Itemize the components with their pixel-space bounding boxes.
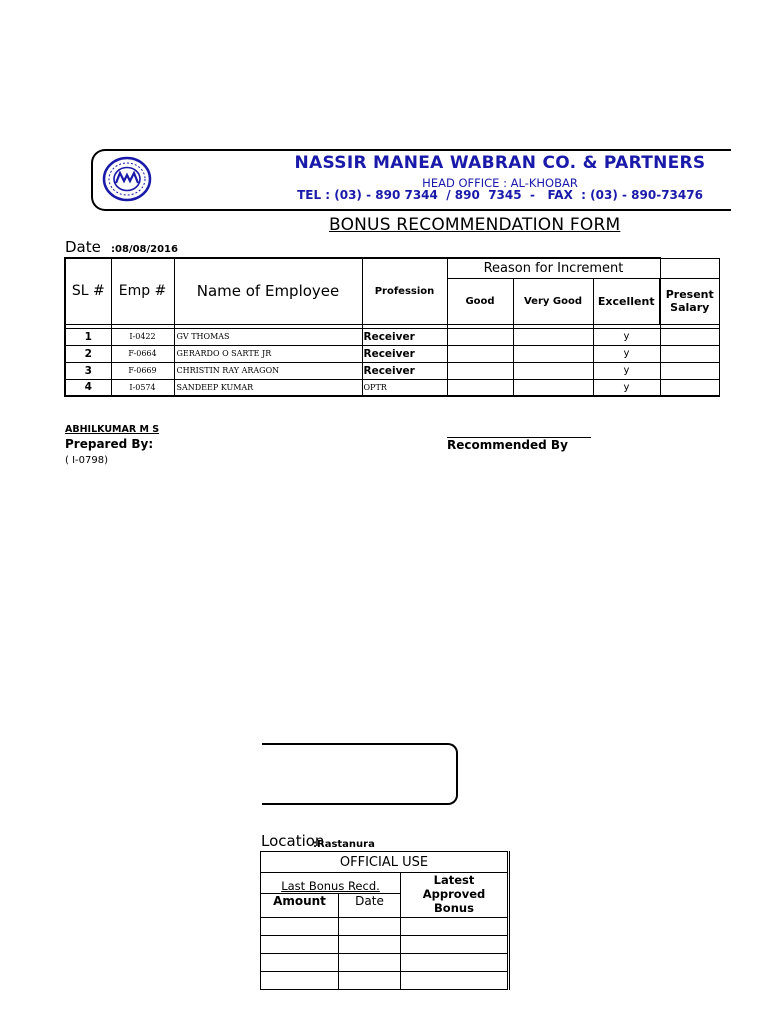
row-salary — [660, 362, 719, 379]
row-good — [447, 328, 513, 345]
company-logo-icon — [102, 156, 152, 202]
row-very-good — [513, 379, 593, 396]
row-sl: 1 — [65, 328, 111, 345]
blank-box — [262, 743, 458, 805]
row-excellent: y — [593, 345, 660, 362]
form-title: BONUS RECOMMENDATION FORM — [329, 215, 621, 235]
row-name: GV THOMAS — [174, 328, 362, 345]
header-good: Good — [447, 278, 513, 324]
header-name: Name of Employee — [174, 258, 362, 324]
row-profession: Receiver — [362, 328, 447, 345]
row-good — [447, 362, 513, 379]
row-name: GERARDO O SARTE JR — [174, 345, 362, 362]
table-row — [65, 362, 719, 379]
row-emp: I-0422 — [111, 328, 174, 345]
table-row — [65, 328, 719, 345]
row-salary — [660, 379, 719, 396]
header-salary-top — [660, 258, 719, 278]
row-emp: F-0664 — [111, 345, 174, 362]
header-profession: Profession — [362, 258, 447, 324]
recommended-by-label: Recommended By — [447, 438, 568, 452]
row-excellent: y — [593, 379, 660, 396]
row-name: SANDEEP KUMAR — [174, 379, 362, 396]
header-emp: Emp # — [111, 258, 174, 324]
row-very-good — [513, 362, 593, 379]
location-label: Location — [261, 832, 325, 850]
amount-header: Amount — [261, 894, 339, 918]
row-profession: Receiver — [362, 362, 447, 379]
row-sl: 4 — [65, 379, 111, 396]
latest-approved-bonus-header — [401, 873, 509, 918]
row-sl: 3 — [65, 362, 111, 379]
table-row — [65, 379, 719, 396]
company-name: NASSIR MANEA WABRAN CO. & PARTNERS — [294, 153, 706, 173]
row-excellent: y — [593, 362, 660, 379]
date-header: Date — [339, 894, 401, 918]
row-good — [447, 379, 513, 396]
row-name: CHRISTIN RAY ARAGON — [174, 362, 362, 379]
row-very-good — [513, 345, 593, 362]
row-good — [447, 345, 513, 362]
header-present-salary — [660, 278, 719, 324]
row-excellent: y — [593, 328, 660, 345]
header-sl: SL # — [65, 258, 111, 324]
head-office: HEAD OFFICE : AL-KHOBAR — [422, 176, 578, 190]
last-bonus-header: Last Bonus Recd. — [261, 873, 401, 894]
row-salary — [660, 328, 719, 345]
latest-line2: Approved — [422, 887, 486, 901]
official-use-title: OFFICIAL USE — [261, 852, 509, 873]
row-profession: OPTR — [362, 379, 447, 396]
prepared-by-name: ABHILKUMAR M S — [65, 424, 160, 435]
header-present-salary-line2: Salary — [670, 301, 710, 314]
row-profession: Receiver — [362, 345, 447, 362]
location-value: :Rastanura — [313, 839, 375, 850]
date-value: :08/08/2016 — [111, 244, 178, 255]
header-present-salary-line1: Present — [665, 288, 714, 301]
row-sl: 2 — [65, 345, 111, 362]
table-row — [65, 345, 719, 362]
row-emp: I-0574 — [111, 379, 174, 396]
latest-line3: Bonus — [434, 901, 474, 915]
row-salary — [660, 345, 719, 362]
header-reason-group: Reason for Increment — [447, 258, 660, 278]
contact-info: TEL : (03) - 890 7344 / 890 7345 - FAX : (03) - 890-73476 — [297, 188, 703, 202]
latest-line1: Latest — [433, 873, 475, 887]
employee-table — [64, 257, 720, 397]
official-use-table — [260, 851, 510, 990]
row-emp: F-0669 — [111, 362, 174, 379]
header-very-good: Very Good — [513, 278, 593, 324]
row-very-good — [513, 328, 593, 345]
prepared-by-label: Prepared By: — [65, 437, 154, 451]
prepared-by-id: ( I-0798) — [65, 455, 108, 466]
header-excellent: Excellent — [593, 278, 660, 324]
date-label: Date — [65, 238, 101, 256]
